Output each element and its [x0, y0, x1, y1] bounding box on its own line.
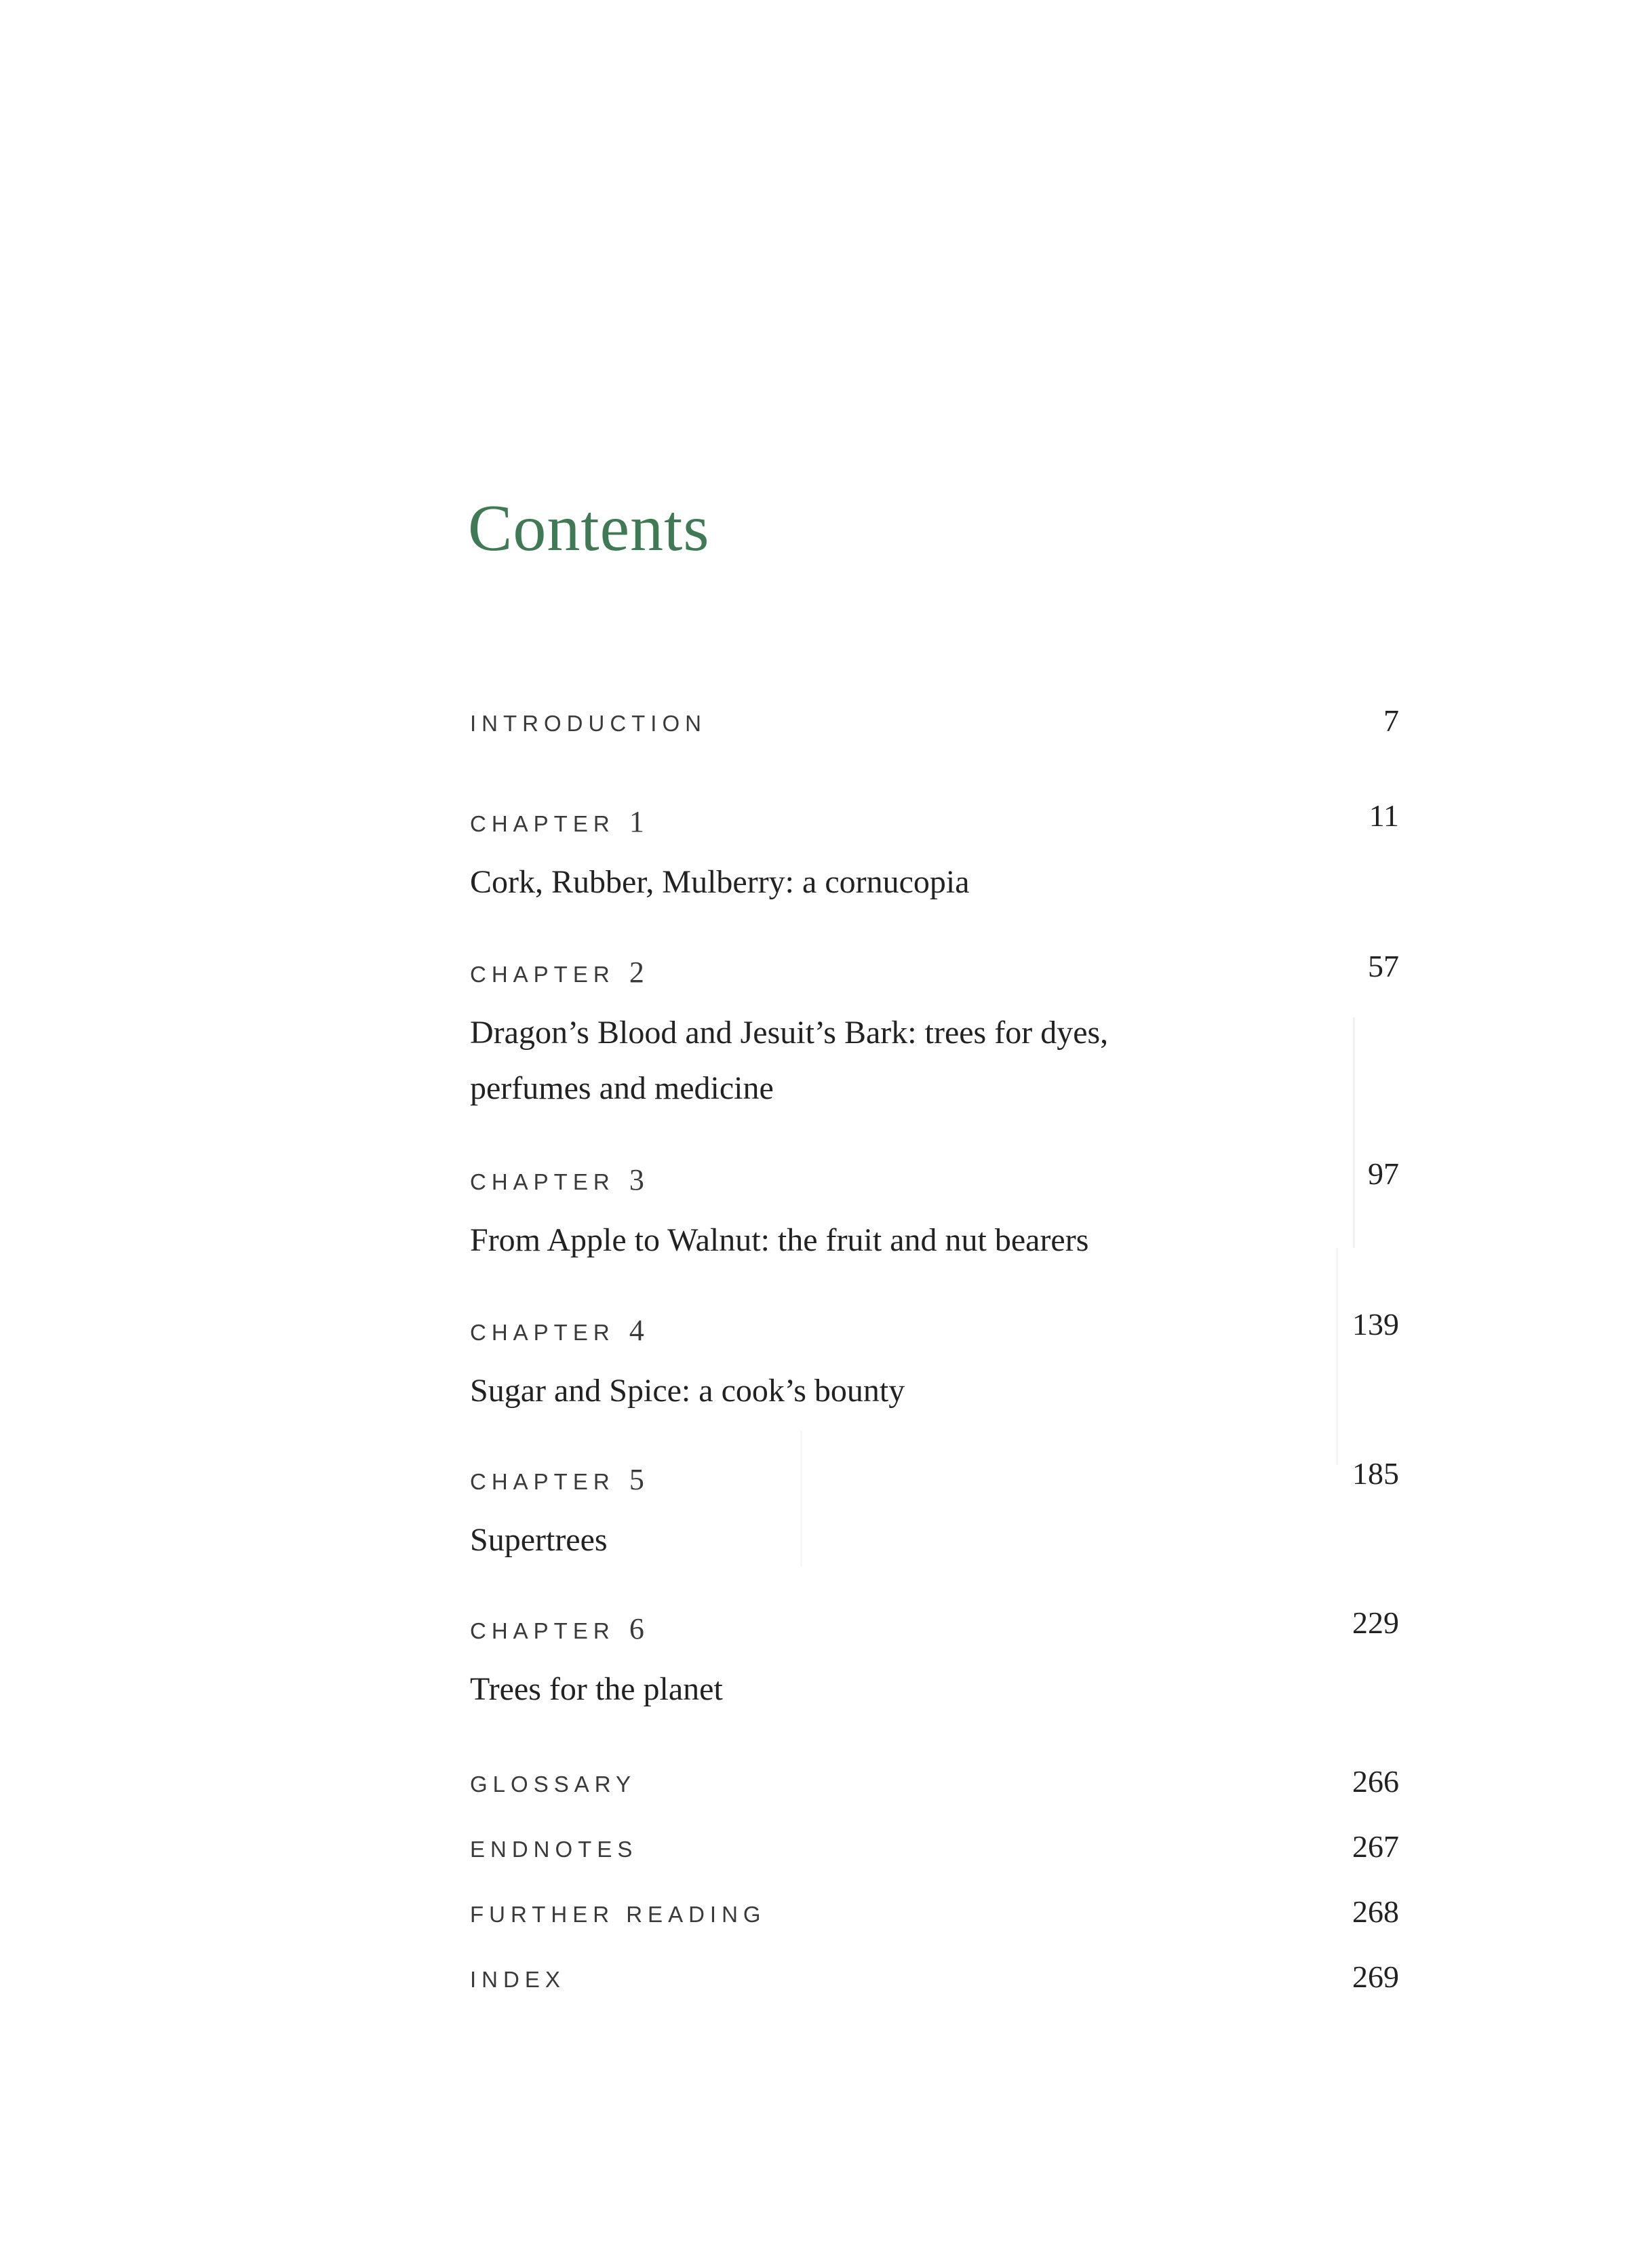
chapter-number: 5	[629, 1463, 644, 1496]
toc-entry-chapter-6[interactable]	[470, 1605, 1399, 1717]
chapter-word: CHAPTER	[470, 1618, 615, 1643]
entry-label: GLOSSARY	[470, 1772, 636, 1797]
chapter-word: CHAPTER	[470, 1169, 615, 1194]
toc-entry-chapter-3[interactable]	[470, 1156, 1399, 1268]
page-number: 268	[1352, 1894, 1399, 1929]
chapter-label	[470, 1316, 644, 1346]
chapter-number: 3	[629, 1163, 644, 1196]
entry-label: ENDNOTES	[470, 1837, 638, 1862]
toc-entry-index[interactable]	[470, 1959, 1399, 1994]
toc-entry-chapter-5[interactable]	[470, 1456, 1399, 1568]
page-number: 7	[1383, 703, 1399, 738]
page-number: 11	[1369, 798, 1399, 833]
chapter-label	[470, 958, 644, 988]
page-number: 266	[1352, 1764, 1399, 1799]
page-number: 267	[1352, 1829, 1399, 1864]
chapter-title: Dragon’s Blood and Jesuit’s Bark: trees for dyes, perfumes and medicine	[470, 1015, 1109, 1106]
toc-entry-chapter-2[interactable]	[470, 949, 1399, 1116]
chapter-word: CHAPTER	[470, 962, 615, 987]
chapter-title: Supertrees	[470, 1522, 608, 1558]
chapter-label	[470, 1614, 644, 1644]
entry-label: FURTHER READING	[470, 1902, 766, 1927]
chapter-label	[470, 807, 644, 837]
entry-label: INDEX	[470, 1967, 566, 1992]
page-number: 139	[1352, 1307, 1399, 1342]
page-number: 229	[1352, 1605, 1399, 1640]
page-number: 97	[1368, 1156, 1399, 1191]
toc-entry-glossary[interactable]	[470, 1764, 1399, 1799]
toc-entry-endnotes[interactable]	[470, 1829, 1399, 1864]
chapter-label	[470, 1465, 644, 1495]
chapter-title: From Apple to Walnut: the fruit and nut bearers	[470, 1222, 1089, 1258]
chapter-word: CHAPTER	[470, 1320, 615, 1345]
chapter-number: 1	[629, 805, 644, 838]
toc-entry-introduction[interactable]	[470, 703, 1399, 738]
chapter-number: 2	[629, 956, 644, 989]
toc-entry-chapter-4[interactable]	[470, 1307, 1399, 1419]
chapter-title: Trees for the planet	[470, 1671, 723, 1707]
chapter-word: CHAPTER	[470, 1469, 615, 1494]
page-number: 57	[1368, 949, 1399, 983]
chapter-word: CHAPTER	[470, 811, 615, 836]
chapter-title: Cork, Rubber, Mulberry: a cornucopia	[470, 864, 970, 900]
chapter-number: 4	[629, 1314, 644, 1347]
page-number: 185	[1352, 1456, 1399, 1491]
chapter-number: 6	[629, 1612, 644, 1645]
page-number: 269	[1352, 1959, 1399, 1994]
chapter-label	[470, 1165, 644, 1195]
toc-entry-chapter-1[interactable]	[470, 798, 1399, 910]
page-title: Contents	[468, 492, 710, 565]
chapter-title: Sugar and Spice: a cook’s bounty	[470, 1373, 905, 1409]
toc-entry-further-reading[interactable]	[470, 1894, 1399, 1929]
entry-label: INTRODUCTION	[470, 711, 707, 736]
